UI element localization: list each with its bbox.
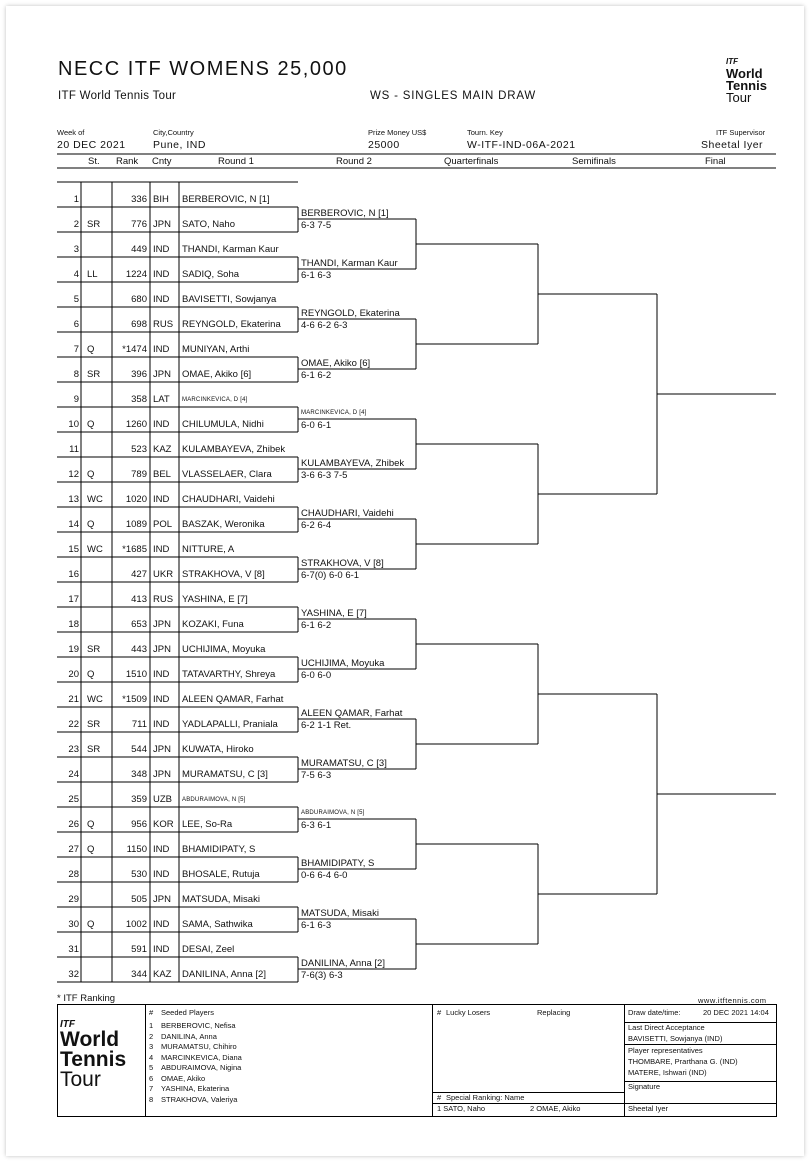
col-cnty: Cnty [152,156,172,167]
draw-position: 13 [68,494,79,505]
draw-position: 32 [68,969,79,980]
logo-bottom-line-3: Tour [60,1068,101,1091]
r2-winner-name: DANILINA, Anna [2] [301,958,385,969]
r2-score: 3-6 6-3 7-5 [301,470,348,481]
r2-winner-name: ABDURAIMOVA, N [5] [301,810,365,816]
player-country: BEL [153,469,171,480]
entry-status: WC [87,494,103,505]
player-country: IND [153,944,170,955]
player-name: MATSUDA, Misaki [182,894,260,905]
player-country: BIH [153,194,169,205]
player-country: IND [153,344,170,355]
player-rank: 449 [131,244,147,255]
special-ranking-title: Special Ranking: Name [446,1093,525,1102]
entry-status: Q [87,669,95,680]
signature-value: Sheetal Iyer [628,1104,669,1113]
player-country: IND [153,719,170,730]
draw-position: 26 [68,819,79,830]
player-name: KUWATA, Hiroko [182,744,254,755]
seeded-player: MURAMATSU, Chihiro [161,1042,237,1051]
website: www.itftennis.com [698,996,767,1005]
draw-position: 17 [68,594,79,605]
logo-bottom-line-2: Tennis [60,1048,127,1071]
player-country: RUS [153,594,174,605]
player-country: JPN [153,744,171,755]
player-country: IND [153,669,170,680]
logo-line-1: World [726,66,763,81]
tour-name: ITF World Tennis Tour [58,90,177,102]
seed-number: 5 [149,1063,154,1072]
draw-position: 10 [68,419,79,430]
r2-winner-name: MURAMATSU, C [3] [301,758,387,769]
r2-score: 6-0 6-1 [301,420,332,431]
player-country: JPN [153,219,171,230]
player-rank: 348 [131,769,147,780]
r2-score: 6-0 6-0 [301,670,332,681]
seed-number: 2 [149,1031,154,1041]
player-country: IND [153,294,170,305]
player-rank: 1260 [125,419,147,430]
r2-winner-name: UCHIJIMA, Moyuka [301,658,385,669]
player-name: ALEEN QAMAR, Farhat [182,694,284,705]
player-name: BERBEROVIC, N [1] [182,194,270,205]
player-country: IND [153,244,170,255]
col-rank: Rank [116,156,139,167]
r2-score: 6-2 6-4 [301,520,332,531]
entry-status: SR [87,744,101,755]
player-rank: 427 [131,569,147,580]
draw-position: 25 [68,794,79,805]
tournament-title: NECC ITF WOMENS 25,000 [58,58,348,80]
draw-position: 1 [73,194,79,205]
r2-score: 6-1 6-3 [301,270,332,281]
entry-status: Q [87,519,95,530]
supervisor-label: ITF Supervisor [716,128,766,137]
draw-position: 8 [73,369,79,380]
entry-status: LL [87,269,98,280]
draw-position: 28 [68,869,79,880]
r2-score: 6-1 6-3 [301,920,332,931]
r2-winner-name: BHAMIDIPATY, S [301,858,375,869]
player-rank: 653 [131,619,147,630]
player-rank: 591 [131,944,147,955]
reps-label: Player representatives [628,1046,703,1055]
draw-position: 5 [73,294,79,305]
player-rank: 544 [131,744,147,755]
player-name: BAVISETTI, Sowjanya [182,294,277,305]
draw-position: 29 [68,894,79,905]
r2-winner-name: MARCINKEVICA, D [4] [301,410,367,416]
player-name: MUNIYAN, Arthi [182,344,250,355]
player-name: CHILUMULA, Nidhi [182,419,264,430]
player-name: YASHINA, E [7] [182,594,248,605]
r2-winner-name: THANDI, Karman Kaur [301,258,398,269]
r2-score: 6-2 1-1 Ret. [301,720,352,731]
draw-date-label: Draw date/time: [628,1008,681,1017]
player-name: UCHIJIMA, Moyuka [182,644,266,655]
prize-value: 25000 [368,139,400,151]
player-name: THANDI, Karman Kaur [182,244,279,255]
rep-1: THOMBARE, Prarthana G. (IND) [628,1057,738,1066]
seeded-player: YASHINA, Ekaterina [161,1084,230,1093]
entry-status: Q [87,344,95,355]
player-name: ABDURAIMOVA, N [5] [182,797,246,803]
r2-score: 4-6 6-2 6-3 [301,320,348,331]
draw-position: 30 [68,919,79,930]
r2-score: 6-3 6-1 [301,820,332,831]
entry-status: Q [87,919,95,930]
player-country: JPN [153,369,171,380]
col-st: St. [88,156,100,167]
entry-status: Q [87,819,95,830]
r2-winner-name: YASHINA, E [7] [301,608,367,619]
player-country: UZB [153,794,172,805]
lucky-losers-title: Lucky Losers [446,1008,491,1017]
player-country: IND [153,419,170,430]
player-rank: 413 [131,594,147,605]
player-rank: 789 [131,469,147,480]
seeded-player: ABDURAIMOVA, Nigina [161,1063,242,1072]
player-country: IND [153,544,170,555]
draw-position: 3 [73,244,79,255]
col-quarterfinals: Quarterfinals [444,156,499,167]
seeded-player: MARCINKEVICA, Diana [161,1052,242,1062]
col-round1: Round 1 [218,156,254,167]
draw-position: 11 [69,444,79,455]
r2-score: 7-6(3) 6-3 [301,970,343,981]
draw-position: 9 [73,394,79,405]
entry-status: SR [87,719,101,730]
r2-score: 7-5 6-3 [301,770,332,781]
player-rank: 711 [131,719,147,730]
r2-winner-name: ALEEN QAMAR, Farhat [301,708,403,719]
entry-status: SR [87,369,101,380]
player-country: IND [153,869,170,880]
player-country: LAT [153,394,170,405]
replacing-title: Replacing [537,1008,571,1017]
player-rank: 1224 [125,269,147,280]
player-rank: 1089 [125,519,147,530]
r2-winner-name: MATSUDA, Misaki [301,908,379,919]
draw-position: 14 [68,519,79,530]
draw-position: 16 [68,569,79,580]
draw-position: 6 [73,319,79,330]
signature-label: Signature [628,1082,661,1091]
logo-line-2: Tennis [726,78,767,93]
player-name: BASZAK, Weronika [182,519,265,530]
player-rank: 698 [131,319,147,330]
draw-position: 22 [68,719,79,730]
draw-type: WS - SINGLES MAIN DRAW [370,90,537,102]
player-rank: 359 [131,794,147,805]
entry-status: Q [87,469,95,480]
col-round2: Round 2 [336,156,372,167]
player-country: IND [153,844,170,855]
draw-position: 15 [68,544,79,555]
player-name: BHAMIDIPATY, S [182,844,256,855]
tourn-key-label: Tourn. Key [467,128,503,137]
player-name: SADIQ, Soha [182,269,240,280]
player-name: MURAMATSU, C [3] [182,769,268,780]
seeded-hash: # [149,1008,154,1017]
draw-position: 20 [68,669,79,680]
lucky-hash: # [437,1008,442,1017]
seeded-player: BERBEROVIC, Nefisa [161,1021,236,1030]
player-name: SAMA, Sathwika [182,919,253,930]
player-name: VLASSELAER, Clara [182,469,272,480]
draw-position: 7 [73,344,79,355]
player-country: POL [153,519,173,530]
r2-score: 6-3 7-5 [301,220,332,231]
entry-status: WC [87,544,103,555]
player-rank: 443 [131,644,147,655]
player-rank: 523 [131,444,147,455]
draw-position: 19 [68,644,79,655]
r2-score: 6-1 6-2 [301,620,332,631]
city-value: Pune, IND [153,139,206,151]
player-name: CHAUDHARI, Vaidehi [182,494,275,505]
supervisor-value: Sheetal Iyer [701,139,764,151]
player-name: TATAVARTHY, Shreya [182,669,276,680]
player-country: IND [153,269,170,280]
draw-position: 2 [73,219,79,230]
draw-position: 27 [68,844,79,855]
r2-winner-name: OMAE, Akiko [6] [301,358,371,369]
draw-position: 18 [68,619,79,630]
r2-score: 6-1 6-2 [301,370,332,381]
col-semifinals: Semifinals [572,156,616,167]
player-name: YADLAPALLI, Praniala [182,719,278,730]
player-rank: *1474 [122,344,147,355]
player-rank: 1020 [125,494,147,505]
player-country: KAZ [153,444,172,455]
player-rank: 776 [131,219,147,230]
player-country: JPN [153,894,171,905]
seed-number: 7 [149,1084,154,1093]
seed-number: 1 [149,1021,154,1030]
player-rank: 1150 [126,844,147,855]
tourn-key-value: W-ITF-IND-06A-2021 [467,139,576,151]
player-rank: 505 [131,894,147,905]
player-rank: *1509 [122,694,147,705]
prize-label: Prize Money US$ [368,128,427,137]
logo-bottom-line-1: World [60,1028,120,1051]
player-rank: 1002 [125,919,147,930]
player-name: MARCINKEVICA, D [4] [182,397,248,403]
draw-position: 24 [68,769,79,780]
player-rank: 358 [131,394,147,405]
entry-status: SR [87,644,101,655]
r2-winner-name: KULAMBAYEVA, Zhibek [301,458,405,469]
player-rank: *1685 [122,544,147,555]
r2-winner-name: STRAKHOVA, V [8] [301,558,384,569]
player-rank: 396 [131,369,147,380]
r2-winner-name: BERBEROVIC, N [1] [301,208,389,219]
seed-number: 3 [149,1042,154,1051]
logo-bottom-itf: ITF [60,1019,75,1030]
player-name: LEE, So-Ra [182,819,233,830]
draw-position: 4 [73,269,79,280]
seeded-title: Seeded Players [161,1008,214,1017]
special-hash: # [437,1093,442,1102]
seed-number: 8 [149,1094,154,1104]
draw-position: 21 [68,694,79,705]
logo-itf-text: ITF [726,57,738,66]
player-name: DANILINA, Anna [2] [182,969,266,980]
logo-line-3: Tour [726,90,752,105]
seeded-player: DANILINA, Anna [161,1031,217,1041]
player-country: KAZ [153,969,172,980]
player-rank: 956 [131,819,147,830]
player-country: IND [153,694,170,705]
lda-value: BAVISETTI, Sowjanya (IND) [628,1034,723,1043]
itf-ranking-note: * ITF Ranking [57,993,116,1004]
draw-position: 12 [68,469,79,480]
player-name: SATO, Naho [182,219,235,230]
player-name: KULAMBAYEVA, Zhibek [182,444,286,455]
special-ranking-2: 2 OMAE, Akiko [530,1104,581,1113]
seeded-player: STRAKHOVA, Valeriya [161,1094,238,1104]
week-value: 20 DEC 2021 [57,139,126,151]
special-ranking-1: 1 SATO, Naho [437,1104,486,1113]
entry-status: WC [87,694,103,705]
seed-number: 4 [149,1052,154,1062]
player-country: JPN [153,619,171,630]
player-country: JPN [153,769,171,780]
player-country: RUS [153,319,174,330]
city-label: City,Country [153,128,194,137]
col-final: Final [705,156,726,167]
player-name: BHOSALE, Rutuja [182,869,260,880]
player-name: STRAKHOVA, V [8] [182,569,265,580]
player-rank: 680 [131,294,147,305]
player-country: IND [153,919,170,930]
player-name: DESAI, Zeel [182,944,235,955]
player-country: IND [153,494,170,505]
player-rank: 1510 [125,669,147,680]
r2-winner-name: CHAUDHARI, Vaidehi [301,508,394,519]
lda-label: Last Direct Acceptance [628,1023,705,1032]
entry-status: Q [87,419,95,430]
player-name: REYNGOLD, Ekaterina [182,319,281,330]
entry-status: Q [87,844,95,855]
rep-2: MATERE, Ishwari (IND) [628,1068,707,1077]
itf-logo-bottom [60,1020,126,1090]
entry-status: SR [87,219,101,230]
week-label: Week of [57,128,85,137]
draw-position: 31 [68,944,79,955]
r2-score: 6-7(0) 6-0 6-1 [301,570,360,581]
seeded-player: OMAE, Akiko [161,1073,206,1083]
r2-winner-name: REYNGOLD, Ekaterina [301,308,400,319]
player-country: KOR [153,819,174,830]
player-country: JPN [153,644,171,655]
player-rank: 344 [131,969,147,980]
r2-score: 0-6 6-4 6-0 [301,870,348,881]
player-name: KOZAKI, Funa [182,619,244,630]
player-country: UKR [153,569,174,580]
draw-date-value: 20 DEC 2021 14:04 [703,1008,769,1017]
player-rank: 530 [131,869,147,880]
draw-position: 23 [68,744,79,755]
player-name: OMAE, Akiko [6] [182,369,252,380]
player-rank: 336 [131,194,147,205]
player-name: NITTURE, A [182,544,235,555]
seed-number: 6 [149,1073,154,1083]
